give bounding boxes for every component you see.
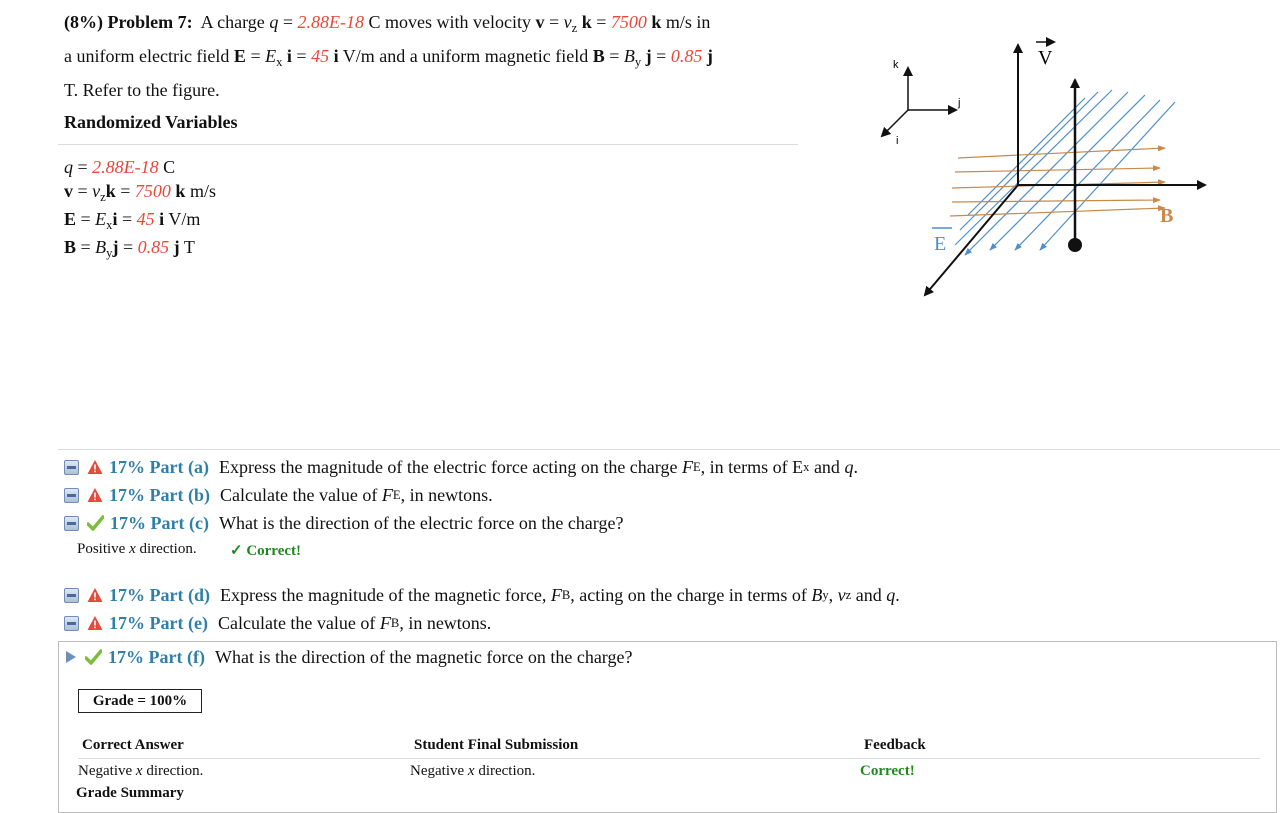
part-c-label: 17% Part (c): [110, 512, 209, 533]
velocity-label: V: [1038, 47, 1053, 69]
collapse-icon[interactable]: [64, 488, 79, 503]
part-c-answer: Positive x direction.: [77, 541, 197, 557]
randomized-variables-title: Randomized Variables: [64, 112, 238, 132]
collapse-icon[interactable]: [64, 616, 79, 631]
electric-field-label: E: [934, 233, 947, 255]
col-correct-answer: Correct Answer: [82, 737, 184, 753]
problem-line-3: T. Refer to the figure.: [64, 80, 220, 100]
part-f-row[interactable]: 17% Part (f) What is the direction of the magnetic force on the charge?: [64, 644, 632, 670]
var-B: $B = B_yj = 0.85$ j T: [64, 237, 195, 260]
collapse-icon[interactable]: [64, 588, 79, 603]
expand-arrow-icon[interactable]: [66, 651, 76, 663]
table-divider: [78, 758, 1260, 759]
feedback-cell: Correct!: [860, 763, 915, 779]
warning-icon: [87, 459, 103, 475]
magnetic-field-label: B: [1160, 205, 1174, 227]
collapse-icon[interactable]: [64, 460, 79, 475]
charge-dot: [1068, 238, 1082, 252]
col-feedback: Feedback: [864, 737, 926, 753]
q-value: 2.88E-18: [297, 12, 364, 32]
part-d-row[interactable]: 17% Part (d) Express the magnitude of the magnetic force, F B , acting on the charge in terms of B y , v z and q .: [64, 582, 900, 608]
part-a-row[interactable]: 17% Part (a) Express the magnitude of the electric force acting on the charge F E , in terms of E x and q .: [64, 454, 858, 480]
var-E: $E = E_xi = 45$ i V/m: [64, 209, 201, 232]
col-student-submission: Student Final Submission: [414, 737, 579, 753]
checkmark-icon: [85, 649, 102, 665]
var-q: q = 2.88E-18 C: [64, 157, 176, 177]
divider: [58, 449, 1280, 450]
problem-line-1: (8%) Problem 7: A charge q = 2.88E-18 C moves with velocity $v = v_z$ k = 7500 k m/s in: [64, 12, 711, 35]
divider: [58, 144, 798, 145]
correct-answer-cell: Negative x direction.: [78, 763, 204, 779]
axis-i-label: i: [896, 135, 899, 147]
v-value: 7500: [610, 12, 647, 32]
E-value: 45: [311, 46, 330, 66]
axis-j-label: j: [958, 97, 961, 109]
B-value: 0.85: [670, 46, 703, 66]
warning-icon: [87, 615, 103, 631]
part-d-label: 17% Part (d): [109, 584, 210, 605]
part-a-label: 17% Part (a): [109, 456, 209, 477]
grade-box: Grade = 100%: [78, 689, 202, 713]
grade-summary-title[interactable]: Grade Summary: [76, 785, 184, 801]
problem-statement: [64, 8, 804, 104]
checkmark-icon: [87, 515, 104, 531]
student-submission-cell: Negative x direction.: [410, 763, 536, 779]
warning-icon: [87, 587, 103, 603]
part-b-label: 17% Part (b): [109, 484, 210, 505]
part-c-feedback: ✓ Correct!: [230, 543, 302, 559]
part-c-row[interactable]: 17% Part (c) What is the direction of the electric force on the charge?: [64, 510, 623, 536]
axis-k-label: k: [893, 59, 899, 71]
coordinate-triad: [882, 59, 960, 147]
part-e-label: 17% Part (e): [109, 612, 208, 633]
part-e-row[interactable]: 17% Part (e) Calculate the value of F B , in newtons.: [64, 610, 491, 636]
part-b-row[interactable]: 17% Part (b) Calculate the value of F E , in newtons.: [64, 482, 493, 508]
problem-line-2: a uniform electric field $E = E_x$ i = 45 i V/m and a uniform magnetic field $B = B_y$ j = 0.85 j: [64, 46, 713, 69]
var-v: $v = v_zk = 7500$ k m/s: [64, 181, 216, 204]
field-figure: [860, 30, 1260, 310]
problem-header: (8%) Problem 7:: [64, 12, 193, 32]
collapse-icon[interactable]: [64, 516, 79, 531]
warning-icon: [87, 487, 103, 503]
electric-field-lines: [955, 90, 1175, 255]
part-f-label: 17% Part (f): [108, 646, 205, 667]
